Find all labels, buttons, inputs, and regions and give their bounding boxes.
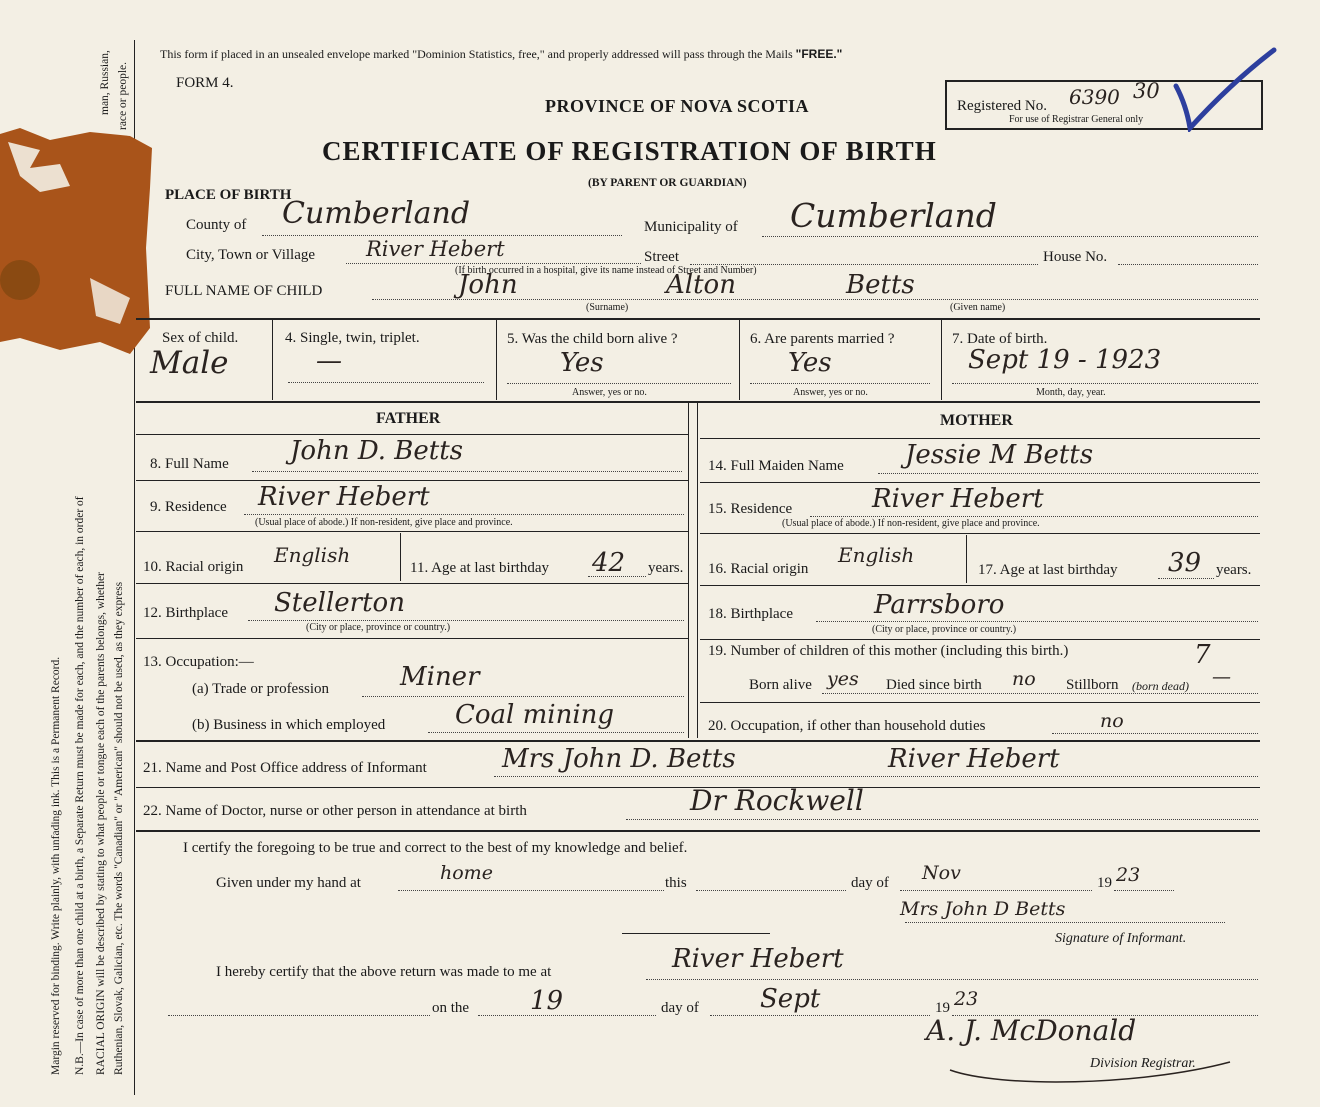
province-heading: PROVINCE OF NOVA SCOTIA xyxy=(545,96,810,116)
margin-note-2: N.B.—In case of more than one child at a birth, a Separate Return must be made for each, and the number of each, in order of xyxy=(74,496,86,1075)
page-title: CERTIFICATE OF REGISTRATION OF BIRTH xyxy=(322,136,937,166)
mother-occupation-label: 20. Occupation, if other than household duties xyxy=(708,718,986,734)
mother-age-label: 17. Age at last birthday xyxy=(978,562,1118,578)
father-race-value: English xyxy=(274,543,351,567)
mother-heading: MOTHER xyxy=(940,412,1013,429)
child-given-name-2: Alton xyxy=(666,270,736,300)
mother-race-value: English xyxy=(838,543,915,567)
city-label: City, Town or Village xyxy=(186,247,316,263)
born-alive-label: 5. Was the child born alive ? xyxy=(507,331,678,347)
municipality-label: Municipality of xyxy=(644,219,738,235)
mother-race-label: 16. Racial origin xyxy=(708,561,809,577)
reg-year-prefix: 19 xyxy=(935,1000,950,1016)
father-heading: FATHER xyxy=(376,410,441,427)
mother-residence-value: River Hebert xyxy=(872,484,1044,514)
registered-number: 6390 xyxy=(1069,85,1120,109)
informant-address: River Hebert xyxy=(888,744,1060,774)
dob-value: Sept 19 - 1923 xyxy=(968,345,1162,375)
mother-birthplace-label: 18. Birthplace xyxy=(708,606,793,622)
child-given-name-1: John xyxy=(458,270,518,300)
stillborn-label: Stillborn xyxy=(1066,677,1119,693)
informant-signature: Mrs John D Betts xyxy=(900,898,1066,920)
mother-residence-label: 15. Residence xyxy=(708,501,793,517)
margin-note-3: RACIAL ORIGIN will be described by stating to what people or tongue each of the parents belongs, whether xyxy=(95,572,107,1075)
father-business-label: (b) Business in which employed xyxy=(192,717,386,733)
given-at-value: home xyxy=(440,862,493,884)
mother-children-label: 19. Number of children of this mother (including this birth.) xyxy=(708,643,1069,659)
municipality-value: Cumberland xyxy=(790,196,997,235)
form-number: FORM 4. xyxy=(176,75,234,91)
county-label: County of xyxy=(186,217,247,233)
died-since-birth-value: no xyxy=(1012,668,1036,690)
born-alive-value: Yes xyxy=(560,348,604,378)
mother-birthplace-value: Parrsboro xyxy=(874,590,1005,620)
year-value: 23 xyxy=(1116,864,1141,886)
checkmark-icon xyxy=(1170,46,1280,132)
registered-suffix: 30 xyxy=(1133,79,1160,103)
page-subtitle: (BY PARENT OR GUARDIAN) xyxy=(588,177,747,189)
father-name-label: 8. Full Name xyxy=(150,456,229,472)
registrar-statement: I hereby certify that the above return was made to me at xyxy=(216,964,552,980)
reg-year-value: 23 xyxy=(954,988,979,1010)
given-name-note: (Given name) xyxy=(950,302,1006,313)
mother-age-value: 39 xyxy=(1168,548,1202,578)
margin-note-4: Ruthenian, Slovak, Galician, etc. The words "Canadian" or "American" should not be used, as they express xyxy=(113,581,125,1075)
year-prefix: 19 xyxy=(1097,875,1112,891)
mother-years: years. xyxy=(1216,562,1252,578)
father-occupation-label: 13. Occupation:— xyxy=(143,654,254,670)
margin-note-edge: man, Russian, xyxy=(99,50,111,115)
certify-statement: I certify the foregoing to be true and correct to the best of my knowledge and belief. xyxy=(183,840,688,856)
stillborn-value: — xyxy=(1212,666,1231,688)
this-label: this xyxy=(665,875,687,891)
child-surname: Betts xyxy=(846,270,915,300)
surname-note: (Surname) xyxy=(586,302,629,313)
born-alive-note: Answer, yes or no. xyxy=(572,387,647,398)
informant-label: 21. Name and Post Office address of Informant xyxy=(143,760,427,776)
married-value: Yes xyxy=(788,348,832,378)
registrar-place: River Hebert xyxy=(672,944,844,974)
reg-month-value: Sept xyxy=(760,984,821,1014)
informant-signature-caption: Signature of Informant. xyxy=(1055,931,1187,946)
reg-day-of-label: day of xyxy=(661,1000,699,1016)
father-abode-note: (Usual place of abode.) If non-resident, give place and province. xyxy=(255,517,513,528)
street-label: Street xyxy=(644,249,679,265)
mail-notice: This form if placed in an unsealed envelope marked "Dominion Statistics, free," and properly addressed will pass through the Mails "FREE." xyxy=(160,47,843,61)
father-birthplace-label: 12. Birthplace xyxy=(143,605,228,621)
child-name-label: FULL NAME OF CHILD xyxy=(165,283,323,299)
mother-name-label: 14. Full Maiden Name xyxy=(708,458,844,474)
mother-city-note: (City or place, province or country.) xyxy=(872,624,1017,635)
born-alive-count-label: Born alive xyxy=(749,677,812,693)
mother-name-value: Jessie M Betts xyxy=(905,440,1094,470)
dob-note: Month, day, year. xyxy=(1036,387,1106,398)
on-the-label: on the xyxy=(432,1000,470,1016)
father-name-value: John D. Betts xyxy=(290,436,464,466)
stillborn-note: (born dead) xyxy=(1132,679,1189,693)
dob-label: 7. Date of birth. xyxy=(952,331,1048,347)
place-of-birth-heading: PLACE OF BIRTH xyxy=(165,187,292,203)
married-note: Answer, yes or no. xyxy=(793,387,868,398)
house-number-label: House No. xyxy=(1043,249,1108,265)
city-value: River Hebert xyxy=(366,237,505,261)
registered-label: Registered No. xyxy=(957,98,1047,114)
margin-note-edge-2: race or people. xyxy=(117,61,129,130)
father-age-label: 11. Age at last birthday xyxy=(410,560,549,576)
father-race-label: 10. Racial origin xyxy=(143,559,244,575)
mother-children-value: 7 xyxy=(1194,640,1211,670)
doctor-label: 22. Name of Doctor, nurse or other person in attendance at birth xyxy=(143,803,527,819)
given-at-label: Given under my hand at xyxy=(216,875,361,891)
father-residence-label: 9. Residence xyxy=(150,499,227,515)
married-label: 6. Are parents married ? xyxy=(750,331,895,347)
plurality-label: 4. Single, twin, triplet. xyxy=(285,330,420,346)
father-trade-value: Miner xyxy=(400,662,480,692)
father-age-value: 42 xyxy=(592,548,626,578)
informant-value: Mrs John D. Betts xyxy=(502,744,736,774)
father-years: years. xyxy=(648,560,684,576)
day-of-label: day of xyxy=(851,875,889,891)
registrar-caption: Division Registrar. xyxy=(1090,1056,1196,1071)
died-since-birth-label: Died since birth xyxy=(886,677,982,693)
born-alive-count-value: yes xyxy=(827,668,859,690)
father-business-value: Coal mining xyxy=(455,700,615,730)
hospital-note: (If birth occurred in a hospital, give its name instead of Street and Number) xyxy=(455,265,757,276)
county-value: Cumberland xyxy=(282,196,471,231)
mother-abode-note: (Usual place of abode.) If non-resident, give place and province. xyxy=(782,518,1040,529)
sex-label: Sex of child. xyxy=(162,330,239,346)
father-trade-label: (a) Trade or profession xyxy=(192,681,330,697)
on-the-value: 19 xyxy=(530,986,564,1016)
sex-value: Male xyxy=(150,345,229,381)
father-residence-value: River Hebert xyxy=(258,482,430,512)
torn-tape-mark xyxy=(0,128,160,368)
doctor-value: Dr Rockwell xyxy=(690,784,864,817)
plurality-value: — xyxy=(316,346,342,376)
registrar-note: For use of Registrar General only xyxy=(1009,114,1144,125)
father-birthplace-value: Stellerton xyxy=(274,588,405,618)
registrar-signature: A. J. McDonald xyxy=(926,1014,1137,1047)
mother-occupation-value: no xyxy=(1100,710,1124,732)
day-of-value: Nov xyxy=(922,862,961,884)
margin-note-1: Margin reserved for binding. Write plainly, with unfading ink. This is a Permanent Record. xyxy=(50,656,62,1075)
father-city-note: (City or place, province or country.) xyxy=(306,622,451,633)
